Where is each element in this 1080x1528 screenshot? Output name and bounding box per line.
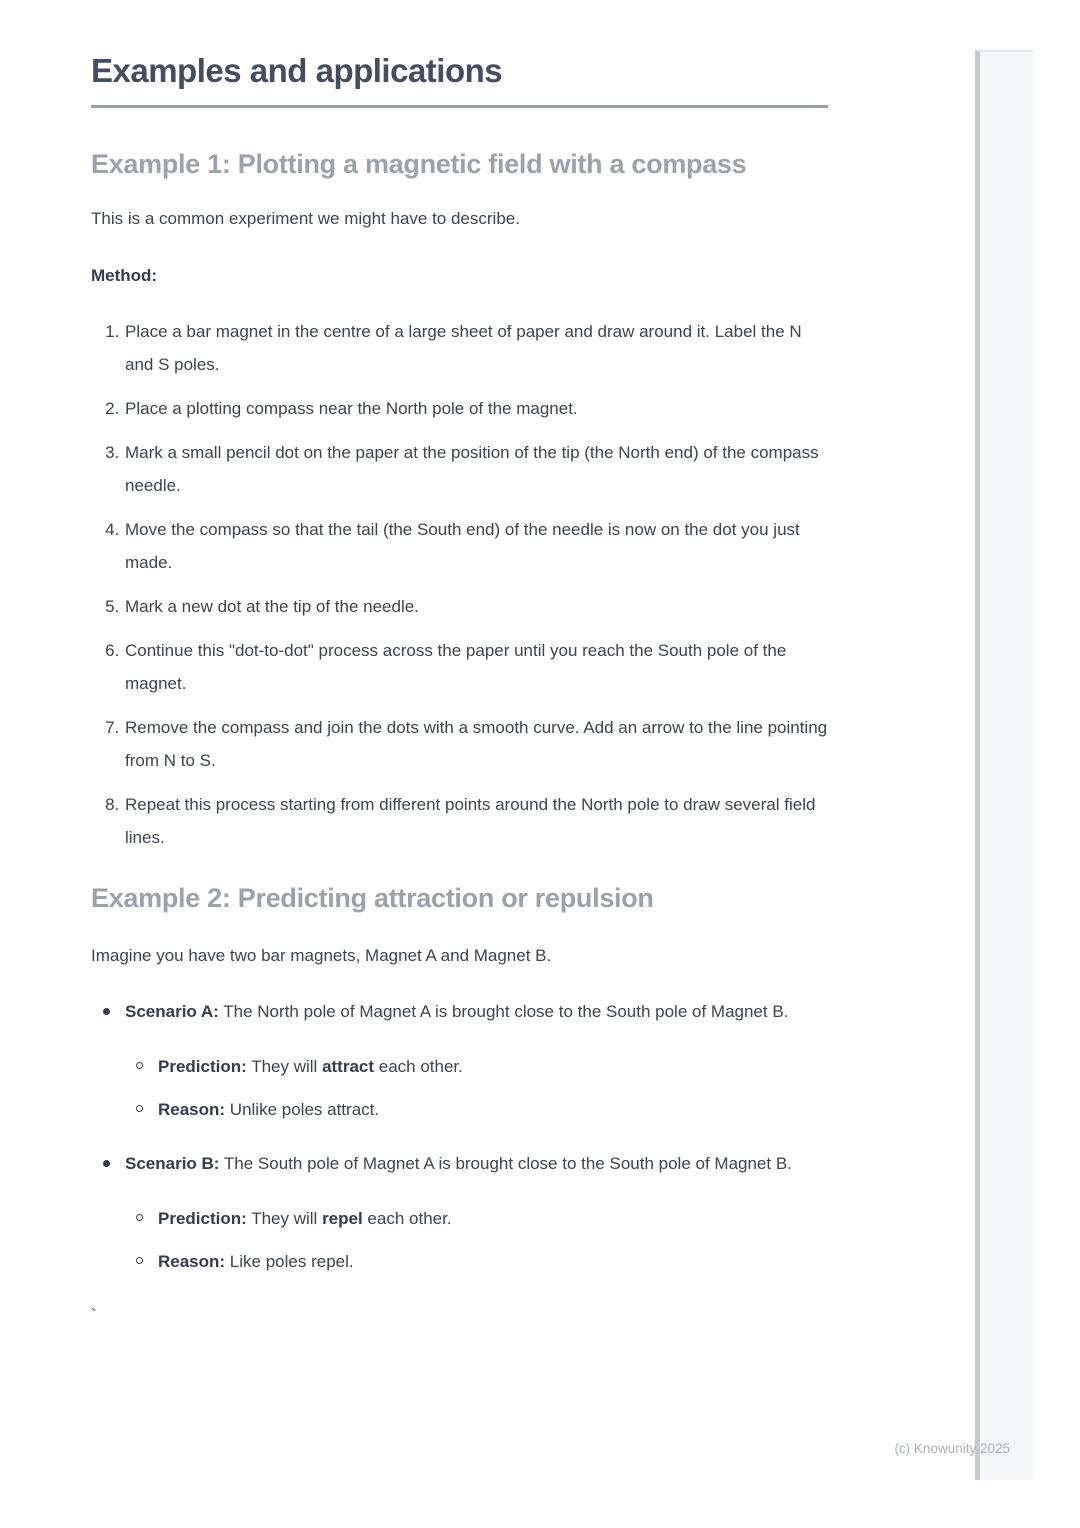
method-label: Method: <box>91 266 158 285</box>
method-step: 5. Mark a new dot at the tip of the needle. <box>124 590 828 623</box>
reason-item <box>158 1245 828 1278</box>
example1-heading: Example 1: Plotting a magnetic field with a compass <box>91 149 747 179</box>
prediction-item <box>158 1202 828 1235</box>
method-step: 6. Continue this "dot-to-dot" process across the paper until you reach the South pole of the magnet. <box>124 634 828 700</box>
page-title: Examples and applications <box>91 52 503 89</box>
prediction-keyword: attract <box>322 1057 375 1076</box>
scenario-list <box>91 995 828 1278</box>
scenario-b-sublist <box>158 1202 828 1278</box>
reason-label: Reason: <box>158 1252 226 1271</box>
reason-label: Reason: <box>158 1100 226 1119</box>
prediction-label: Prediction: <box>158 1209 247 1228</box>
method-step: 8. Repeat this process starting from different points around the North pole to draw several field lines. <box>124 788 828 854</box>
scenario-a-label: Scenario A: <box>125 1002 219 1021</box>
example1-intro: This is a common experiment we might have to describe. <box>91 209 520 228</box>
stray-backtick-text: ` <box>91 1306 97 1325</box>
scrollbar-track[interactable] <box>975 50 1033 1480</box>
reason-text: Like poles repel. <box>225 1252 354 1271</box>
title-divider <box>91 105 828 108</box>
prediction-post: each other. <box>362 1209 452 1228</box>
prediction-pre: They will <box>246 1209 323 1228</box>
scenario-b-label: Scenario B: <box>125 1154 220 1173</box>
prediction-label: Prediction: <box>158 1057 247 1076</box>
scenario-a-text: The North pole of Magnet A is brought close to the South pole of Magnet B. <box>218 1002 789 1021</box>
prediction-keyword: repel <box>322 1209 363 1228</box>
method-step: 1. Place a bar magnet in the centre of a large sheet of paper and draw around it. Label the N and S poles. <box>124 315 828 381</box>
example2-intro: Imagine you have two bar magnets, Magnet A and Magnet B. <box>91 946 552 965</box>
prediction-item <box>158 1050 828 1083</box>
prediction-pre: They will <box>246 1057 323 1076</box>
reason-text: Unlike poles attract. <box>225 1100 380 1119</box>
method-step: 2. Place a plotting compass near the North pole of the magnet. <box>124 392 828 425</box>
reason-item <box>158 1093 828 1126</box>
scenario-b-text: The South pole of Magnet A is brought close to the South pole of Magnet B. <box>219 1154 792 1173</box>
method-step: 7. Remove the compass and join the dots with a smooth curve. Add an arrow to the line pointing from N to S. <box>124 711 828 777</box>
scenario-a-sublist <box>158 1050 828 1126</box>
document-content <box>91 52 828 1332</box>
prediction-post: each other. <box>374 1057 463 1076</box>
scenario-b-item <box>125 1147 828 1278</box>
method-step: 4. Move the compass so that the tail (the South end) of the needle is now on the dot you just made. <box>124 513 828 579</box>
scenario-a-item <box>125 995 828 1126</box>
footer-copyright: (c) Knowunity 2025 <box>894 1441 1010 1456</box>
method-step: 3. Mark a small pencil dot on the paper at the position of the tip (the North end) of the compass needle. <box>124 436 828 502</box>
method-steps-list <box>91 315 828 854</box>
example2-heading: Example 2: Predicting attraction or repulsion <box>91 883 654 913</box>
